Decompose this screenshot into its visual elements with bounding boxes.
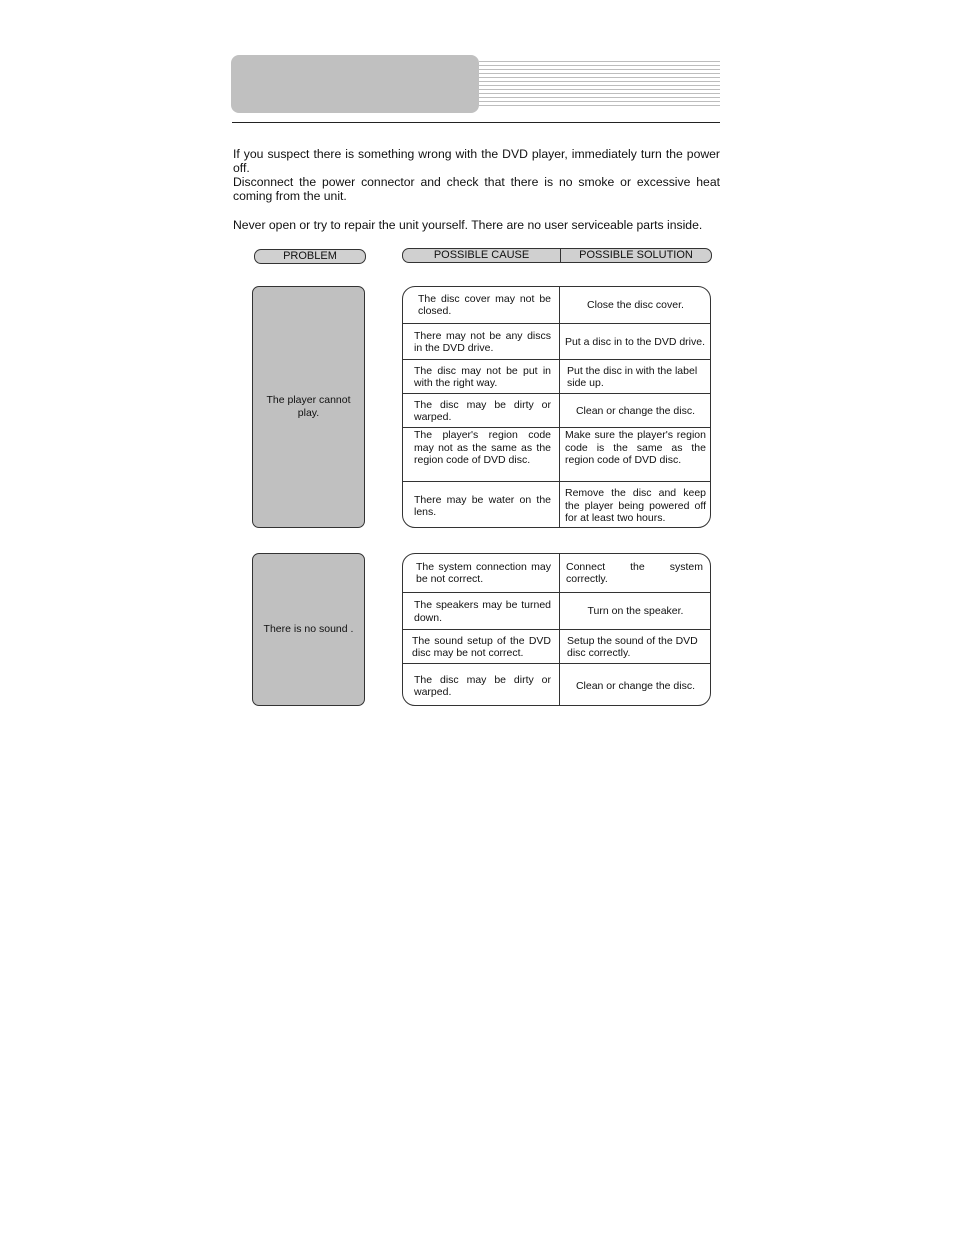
solution-cell: Clean or change the disc. — [575, 679, 696, 692]
table-row — [403, 663, 710, 706]
table-row — [403, 592, 710, 630]
section-title-box — [231, 55, 479, 113]
intro-paragraph-2: Disconnect the power connector and check that there is no smoke or excessive heat coming from the unit. — [233, 175, 720, 203]
solution-cell: Turn on the speaker. — [587, 605, 684, 618]
table-row — [403, 287, 710, 323]
table-row — [403, 629, 710, 664]
cause-solution-table — [402, 286, 711, 528]
intro-paragraph-3: Never open or try to repair the unit yourself. There are no user serviceable parts inside. — [233, 218, 703, 232]
cause-cell: The disc cover may not be closed. — [403, 287, 560, 323]
problem-box — [252, 553, 365, 706]
cause-cell: The system connection may be not correct. — [403, 554, 560, 592]
header-problem: PROBLEM — [254, 249, 366, 264]
table-row — [403, 323, 710, 360]
table-row — [403, 554, 710, 592]
cause-cell: There may not be any discs in the DVD drive. — [403, 324, 560, 360]
solution-cell: Setup the sound of the DVD disc correctly. — [567, 634, 698, 659]
problem-label: The player cannot play. — [266, 394, 351, 419]
cause-solution-table — [402, 553, 711, 706]
table-row — [403, 427, 710, 482]
header-stripes — [479, 61, 720, 107]
cause-cell: The disc may not be put in with the right way. — [403, 360, 560, 394]
solution-cell: Put a disc in to the DVD drive. — [564, 335, 706, 348]
solution-cell: Remove the disc and keep the player being powered off for at least two hours. — [565, 487, 706, 525]
cause-cell: The player's region code may not as the same as the region code of DVD disc. — [403, 428, 560, 482]
table-row — [403, 359, 710, 394]
table-row — [403, 393, 710, 428]
solution-cell: Make sure the player's region code is the same as the region code of DVD disc. — [565, 429, 706, 466]
solution-cell: Clean or change the disc. — [575, 404, 696, 417]
solution-cell: Connect the system correctly. — [566, 560, 703, 585]
problem-label: There is no sound . — [263, 623, 354, 635]
cause-cell: The disc may be dirty or warped. — [403, 394, 560, 428]
cause-cell: The disc may be dirty or warped. — [403, 664, 560, 706]
table-row — [403, 481, 710, 528]
header-cause-solution — [402, 248, 712, 263]
header-rule — [232, 122, 720, 123]
header-solution: POSSIBLE SOLUTION — [579, 249, 693, 261]
header-cause: POSSIBLE CAUSE — [433, 249, 530, 261]
cause-cell: The sound setup of the DVD disc may be not correct. — [403, 630, 560, 664]
cause-cell: The speakers may be turned down. — [403, 593, 560, 630]
solution-cell: Put the disc in with the label side up. — [567, 364, 698, 389]
intro-paragraph-1: If you suspect there is something wrong with the DVD player, immediately turn the power off. — [233, 147, 720, 175]
cause-cell: There may be water on the lens. — [403, 482, 560, 528]
solution-cell: Close the disc cover. — [587, 298, 684, 311]
problem-box — [252, 286, 365, 528]
